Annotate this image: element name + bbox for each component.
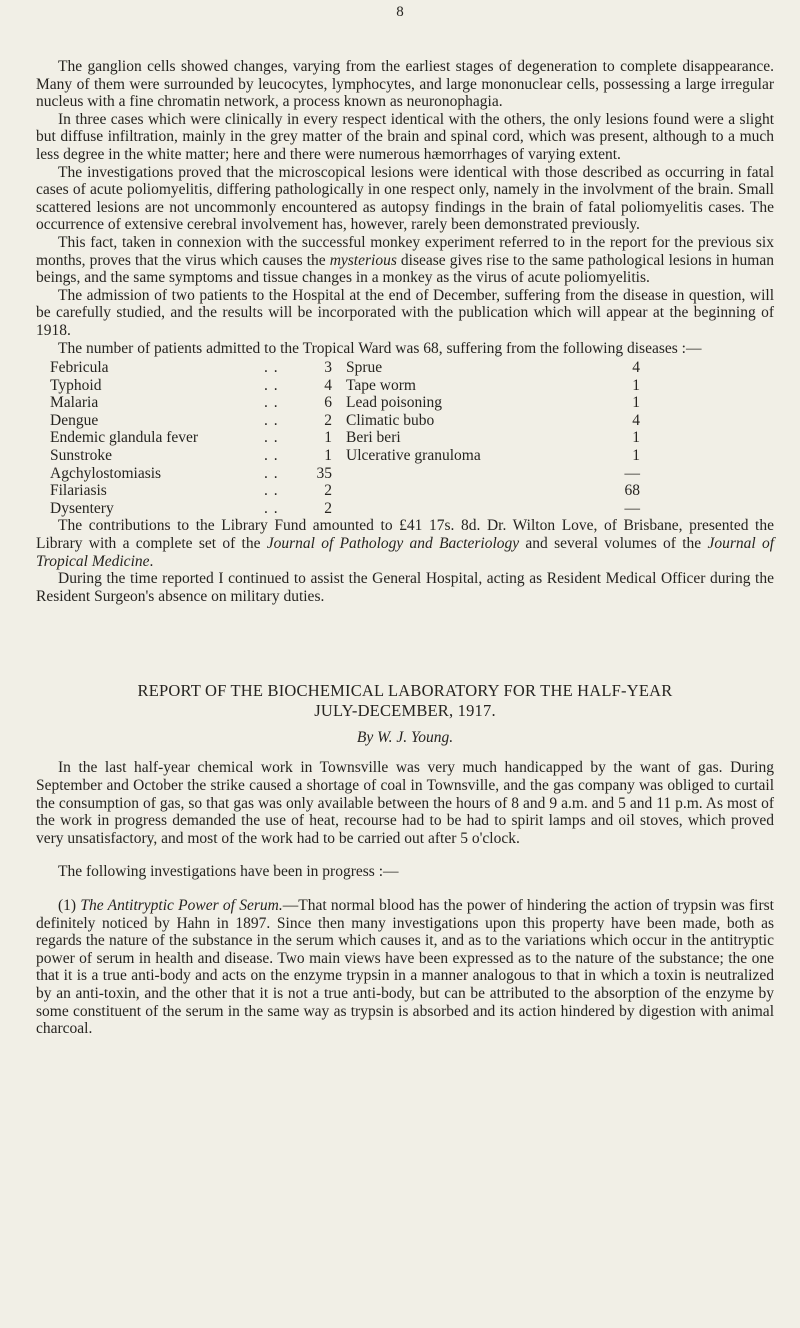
disease-name: Filariasis	[50, 482, 107, 500]
table-row	[50, 377, 640, 395]
leader-dots: . .	[264, 482, 279, 500]
leader-dots: . .	[264, 376, 279, 394]
report-heading	[36, 681, 774, 721]
table-row	[50, 412, 640, 430]
page-number: 8	[396, 4, 404, 20]
paragraph-following: The following investigations have been in progress :—	[58, 863, 399, 881]
table-row	[50, 500, 640, 518]
paragraph-monkey-experiment: This fact, taken in connexion with the successful monkey experiment referred to in the report for the previous six months, proves that the virus which causes the mysterious disease gives rise to the same pathological lesions in human beings, and the same symptoms and tissue changes in a monkey as the virus of acute poliomyelitis.	[36, 233, 774, 287]
report-title-line1: REPORT OF THE BIOCHEMICAL LABORATORY FOR THE HALF-YEAR	[137, 681, 673, 701]
leader-dots: . .	[264, 429, 279, 447]
paragraph-gas: In the last half-year chemical work in Townsville was very much handicapped by the want of gas. During September and October the strike caused a shortage of coal in Townsville, and the gas company was obliged to curtail the consumption of gas, so that gas was only available between the hours of 8 and 9 a.m. and 5 and 11 p.m. As most of the work in progress demanded the use of heat, recourse had to be had to spirit lamps and oil stoves, which proved very unsatisfactory, and most of the work had to be carried out after 5 o'clock.	[36, 759, 774, 847]
leader-dots: . .	[264, 464, 279, 482]
paragraph-antitryptic: (1) The Antitryptic Power of Serum.—That normal blood has the power of hindering the action of trypsin was first definitely noticed by Hahn in 1897. Since then many investigations upon this property have been made, both as regards the nature of the substance in the serum which causes it, and as to the variations which occur in the antitryptic power of serum in health and disease. Two main views have been expressed as to the nature of the substance; the one that it is a true anti-body and acts on the enzyme trypsin in a manner analogous to that in which a toxin is neutralized by an anti-toxin, and the other that it is not a true anti-body, but can be attributed to the absorption of the enzyme by some constituent of the serum in the same way as trypsin is absorbed and its action hindered by digestion with animal charcoal.	[36, 896, 774, 1038]
disease-count: 1	[632, 429, 640, 447]
leader-dots: . .	[264, 394, 279, 412]
leader-dots: . .	[264, 359, 279, 377]
disease-count: 1	[632, 447, 640, 465]
report-author: By W. J. Young.	[356, 729, 454, 747]
total-rule: —	[624, 499, 640, 517]
italic-antitryptic-title: The Antitryptic Power of Serum.	[80, 896, 283, 914]
page-content	[36, 58, 774, 1038]
italic-mysterious: mysterious	[329, 251, 397, 269]
total-rule: —	[624, 464, 640, 482]
table-row	[50, 429, 640, 447]
disease-count: 4	[632, 411, 640, 429]
disease-table	[50, 359, 640, 517]
paragraph-admission: The admission of two patients to the Hospital at the end of December, suffering from the disease in question, will be carefully studied, and the results will be incorporated with the publication which will appear at the beginning of 1918.	[36, 286, 774, 339]
paragraph-ganglion: The ganglion cells showed changes, varying from the earliest stages of degeneration to complete disappearance. Many of them were surrounded by leucocytes, lymphocytes, and large mononuclear cells, possessing a large irregular nucleus with a fine chromatin network, a process known as neuronophagia.	[36, 58, 774, 111]
disease-count: 1	[632, 394, 640, 412]
leader-dots: . .	[264, 411, 279, 429]
paragraph-patient-number: The number of patients admitted to the Tropical Ward was 68, suffering from the following diseases :—	[58, 339, 702, 357]
report-title-line2: JULY-DECEMBER, 1917.	[314, 701, 496, 721]
disease-count: 1	[324, 429, 332, 447]
disease-name: Typhoid	[50, 376, 102, 394]
paragraph-during: During the time reported I continued to assist the General Hospital, acting as Resident Medical Officer during the Resident Surgeon's absence on military duties.	[36, 570, 774, 605]
table-row	[50, 359, 640, 377]
disease-count: 2	[324, 411, 332, 429]
disease-name: Lead poisoning	[346, 394, 442, 412]
disease-name: Beri beri	[346, 429, 401, 447]
italic-journal-tropical: Journal of Tropical Medicine	[36, 535, 775, 570]
disease-name: Dengue	[50, 411, 99, 429]
disease-name: Sunstroke	[50, 447, 112, 465]
disease-name: Malaria	[50, 394, 99, 412]
table-row	[50, 482, 640, 500]
disease-name: Dysentery	[50, 499, 114, 517]
disease-name	[340, 465, 606, 483]
disease-count: 2	[324, 499, 332, 517]
leader-dots: . .	[264, 499, 279, 517]
table-row	[50, 465, 640, 483]
disease-count: 35	[316, 464, 332, 482]
disease-name: Climatic bubo	[346, 411, 435, 429]
disease-count: 4	[632, 359, 640, 377]
leader-dots: . .	[264, 447, 279, 465]
disease-name: Endemic glandula fever	[50, 429, 199, 447]
total-count: 68	[624, 482, 640, 500]
paragraph-three-cases: In three cases which were clinically in every respect identical with the others, the only lesions found were a slight but diffuse infiltration, mainly in the grey matter of the brain and spinal cord, which was present, although to a much less degree in the white matter; here and there were numerous hæmorrhages of varying extent.	[36, 110, 774, 163]
disease-count: 1	[324, 447, 332, 465]
table-row	[50, 394, 640, 412]
disease-name	[340, 482, 606, 500]
paragraph-investigations: The investigations proved that the microscopical lesions were identical with those described as occurring in fatal cases of acute poliomyelitis, differing pathologically in one respect only, namely in the involvment of the brain. Small scattered lesions are not uncommonly encountered as autopsy findings in the brain of fatal poliomyelitis cases. The occurrence of extensive cerebral involvement has, however, rarely been demonstrated previously.	[36, 163, 774, 234]
disease-name: Sprue	[346, 359, 383, 377]
disease-name	[340, 500, 606, 518]
table-row	[50, 447, 640, 465]
disease-count: 3	[324, 359, 332, 377]
disease-name: Agchylostomiasis	[50, 464, 162, 482]
disease-count: 1	[632, 376, 640, 394]
disease-count: 2	[324, 482, 332, 500]
paragraph-contributions: The contributions to the Library Fund amounted to £41 17s. 8d. Dr. Wilton Love, of Brisbane, presented the Library with a complete set of the Journal of Pathology and Bacteriology and several volumes of the Journal of Tropical Medicine.	[36, 517, 775, 570]
disease-count: 6	[324, 394, 332, 412]
disease-name: Tape worm	[346, 376, 416, 394]
disease-count: 4	[324, 376, 332, 394]
disease-name: Febricula	[50, 359, 109, 377]
disease-name: Ulcerative granuloma	[346, 447, 481, 465]
italic-journal-pathology: Journal of Pathology and Bacteriology	[266, 535, 520, 553]
